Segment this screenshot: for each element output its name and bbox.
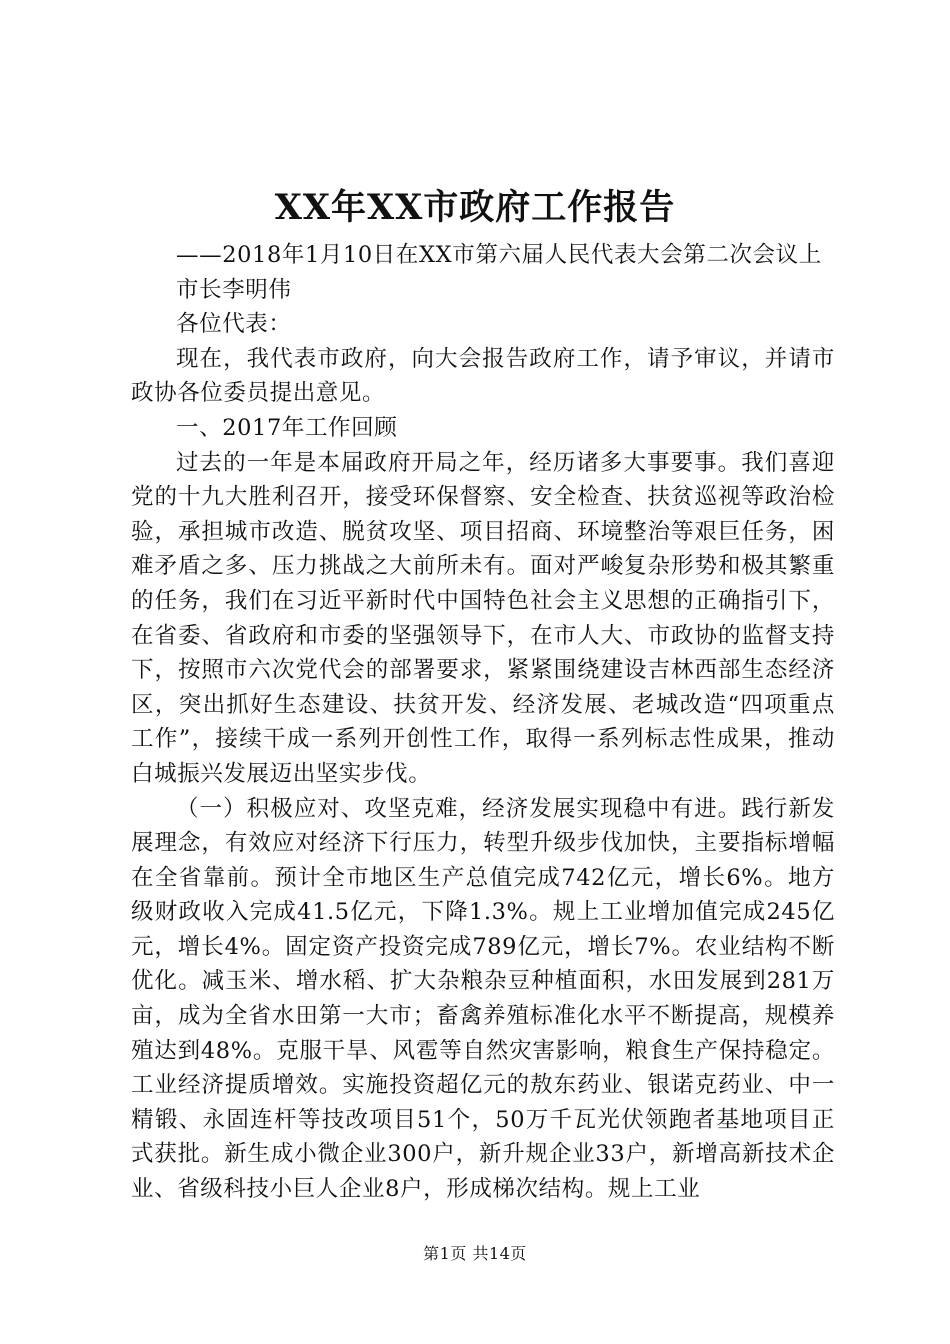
- opening-paragraph: 现在，我代表市政府，向大会报告政府工作，请予审议，并请市政协各位委员提出意见。: [131, 345, 835, 407]
- section-heading: 一、2017年工作回顾: [176, 414, 398, 441]
- page-number-footer: 第1页 共14页: [423, 1244, 527, 1263]
- speaker-paragraph: 市长李明伟: [176, 276, 292, 303]
- subtitle-paragraph: ——2018年1月10日在XX市第六届人民代表大会第二次会议上: [176, 242, 822, 268]
- salutation-paragraph: 各位代表：: [176, 311, 292, 338]
- body-paragraph: 过去的一年是本届政府开局之年，经历诸多大事要事。我们喜迎党的十九大胜利召开，接受环保督察、安全检查、扶贫巡视等政治检验，承担城市改造、脱贫攻坚、项目招商、环境整治等艰巨任务，困难矛盾之多、压力挑战之大前所未有。面对严峻复杂形势和极其繁重的任务，我们在习近平新时代中国特色社会主义思想的正确指引下，在省委、省政府和市委的坚强领导下，在市人大、市政协的监督支持下，按照市六次党代会的部署要求，紧紧围绕建设吉林西部生态经济区，突出抓好生态建设、扶贫开发、经济发展、老城改造“四项重点工作”，接续干成一系列开创性工作，取得一系列标志性成果，推动白城振兴发展迈出坚实步伐。: [131, 449, 835, 787]
- body-paragraph: （一）积极应对、攻坚克难，经济发展实现稳中有进。践行新发展理念，有效应对经济下行压力，转型升级步伐加快，主要指标增幅在全省靠前。预计全市地区生产总值完成742亿元，增长6%。地方级财政收入完成41.5亿元，下降1.3%。规上工业增加值完成245亿元，增长4%。固定资产投资完成789亿元，增长7%。农业结构不断优化。减玉米、增水稻、扩大杂粮杂豆种植面积，水田发展到281万亩，成为全省水田第一大市；畜禽养殖标准化水平不断提高，规模养殖达到48%。克服干旱、风雹等自然灾害影响，粮食生产保持稳定。工业经济提质增效。实施投资超亿元的敖东药业、银诺克药业、中一精锻、永固连杆等技改项目51个，50万千瓦光伏领跑者基地项目正式获批。新生成小微企业300户，新升规企业33户，新增高新技术企业、省级科技小巨人企业8户，形成梯次结构。规上工业: [131, 795, 835, 1203]
- document-title: XX年XX市政府工作报告: [274, 187, 676, 228]
- document-body: [131, 238, 835, 1207]
